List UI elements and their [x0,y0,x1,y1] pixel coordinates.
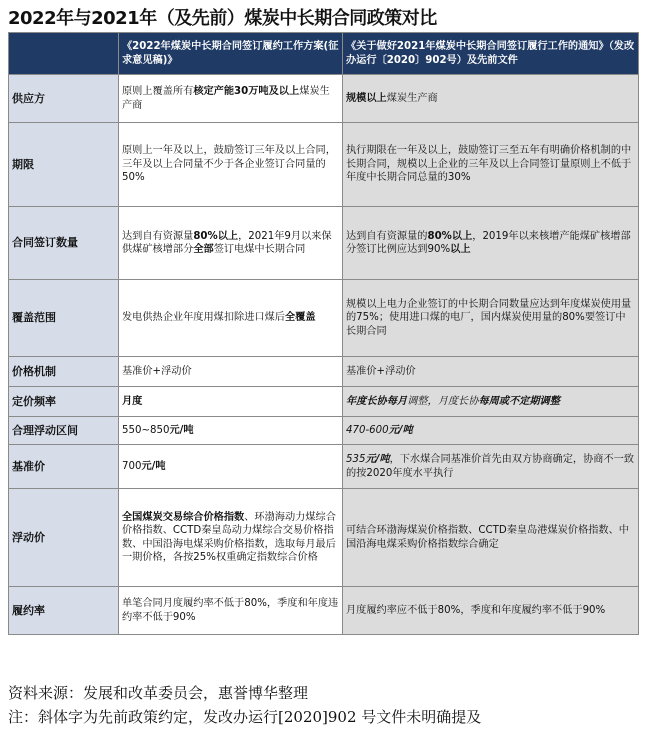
cell-text-segment: 元/吨 [169,424,194,436]
cell-text-segment: 535 [346,454,366,465]
cell-2022 [119,445,343,489]
cell-text-segment: ，2021年9月以来保供煤矿核增部分 [122,230,332,255]
cell-2021 [343,445,639,489]
cell-2022 [119,417,343,445]
cell-2022 [119,489,343,587]
cell-2021 [343,207,639,280]
row-label: 期限 [9,123,119,207]
table-row [9,75,639,123]
cell-text-segment: 基准价+浮动价 [346,365,416,377]
table-header-row [9,33,639,75]
row-label: 履约率 [9,587,119,635]
cell-2022 [119,75,343,123]
cell-2021 [343,357,639,387]
policy-comparison-table [8,32,639,635]
table-row [9,280,639,357]
cell-2021 [343,489,639,587]
cell-2021 [343,387,639,417]
cell-text-segment: 年度长协每月 [346,395,408,407]
row-label: 覆盖范围 [9,280,119,357]
cell-text-segment: ，下水煤合同基准价首先由双方协商确定，协商不一致的按2020年度水平执行 [346,454,635,479]
row-label: 基准价 [9,445,119,489]
cell-text-segment: 550~850 [122,424,170,436]
table-row [9,489,639,587]
table-row [9,587,639,635]
table-row [9,357,639,387]
cell-text-segment: 达到自有资源量的 [346,230,428,242]
cell-text-segment: 、环渤海动力煤综合价格指数、CCTD秦皇岛动力煤综合交易价格指数、中国沿海电煤采购价格指数，选取每月最后一期价格，各按25%权重确定指数综合价格 [122,511,336,563]
cell-text-segment: 以上 [450,244,471,255]
page-title: 2022年与2021年（及先前）煤炭中长期合同政策对比 [8,8,437,29]
cell-text-segment: 月度 [122,395,143,407]
cell-text-segment: 元/吨 [388,424,413,436]
cell-2021 [343,123,639,207]
cell-2022 [119,587,343,635]
table-row [9,445,639,489]
cell-text-segment: 每周或不定期调整 [478,395,560,407]
cell-text-segment: 元/吨 [365,454,390,465]
cell-text-segment: 发电供热企业年度用煤扣除进口煤后 [122,312,285,324]
row-label: 价格机制 [9,357,119,387]
cell-2022 [119,387,343,417]
footnote: 注：斜体字为先前政策约定，发改办运行[2020]902 号文件未明确提及 [8,708,482,726]
row-label: 定价频率 [9,387,119,417]
cell-text-segment: 规模以上电力企业签订的中长期合同数量应达到年度煤炭使用量的75%；使用进口煤的电厂，国内煤炭使用量的80%要签订中长期合同 [346,298,632,337]
cell-text-segment: 可结合环渤海煤炭价格指数、CCTD秦皇岛港煤炭价格指数、中国沿海电煤采购价格指数综合确定 [346,525,629,550]
cell-2022 [119,123,343,207]
cell-text-segment: 签订电煤中长期合同 [213,244,306,255]
table-row [9,417,639,445]
cell-text-segment: 元/吨 [141,460,166,472]
row-label: 浮动价 [9,489,119,587]
cell-text-segment: 月度长协 [437,395,479,407]
header-2022-plan: 《2022年煤炭中长期合同签订履约工作方案(征求意见稿)》 [119,33,343,75]
cell-text-segment: 全部 [193,244,214,255]
table-row [9,207,639,280]
table-row [9,387,639,417]
cell-text-segment: 全覆盖 [285,312,316,324]
cell-2021 [343,280,639,357]
cell-2021 [343,417,639,445]
cell-text-segment: 80%以上 [427,230,473,242]
table-row [9,123,639,207]
cell-2021 [343,587,639,635]
cell-text-segment: 执行期限在一年及以上，鼓励签订三至五年有明确价格机制的中长期合同，规模以上企业的三年及以上合同签订量原则上不低于年度中长期合同总量的30% [346,145,632,184]
cell-text-segment: 达到自有资源量 [122,230,194,242]
header-label-cell [9,33,119,75]
cell-text-segment: 原则上一年及以上，鼓励签订三年及以上合同，三年及以上合同量不少于各企业签订合同量的50% [122,145,336,184]
cell-text-segment: 月度履约率应不低于80%，季度和年度履约率不低于90% [346,604,606,616]
header-2021-notice: 《关于做好2021年煤炭中长期合同签订履行工作的通知》（发改办运行〔2020〕902号）及先前文件 [343,33,639,75]
source-note: 资料来源：发展和改革委员会，惠誉博华整理 [8,684,309,702]
row-label: 供应方 [9,75,119,123]
cell-2022 [119,280,343,357]
cell-text-segment: 470-600 [346,424,389,436]
cell-text-segment: 调整， [407,395,438,407]
cell-text-segment: 规模以上 [346,92,387,104]
cell-text-segment: 煤炭生产商 [386,92,438,104]
cell-2021 [343,75,639,123]
cell-text-segment: 80%以上 [193,230,239,242]
cell-text-segment: 全国煤炭交易综合价格指数 [122,511,245,523]
cell-text-segment: ，2019年以来核增产能煤矿核增部分签订比例应达到90% [346,230,631,255]
row-label: 合同签订数量 [9,207,119,280]
row-label: 合理浮动区间 [9,417,119,445]
cell-text-segment: 基准价+浮动价 [122,365,192,377]
cell-2022 [119,207,343,280]
cell-2022 [119,357,343,387]
cell-text-segment: 单笔合同月度履约率不低于80%，季度和年度违约率不低于90% [122,598,339,623]
cell-text-segment: 煤炭生产商 [122,86,330,111]
cell-text-segment: 原则上覆盖所有 [122,86,194,97]
cell-text-segment: 700 [122,460,142,472]
cell-text-segment: 核定产能30万吨及以上 [193,86,300,97]
